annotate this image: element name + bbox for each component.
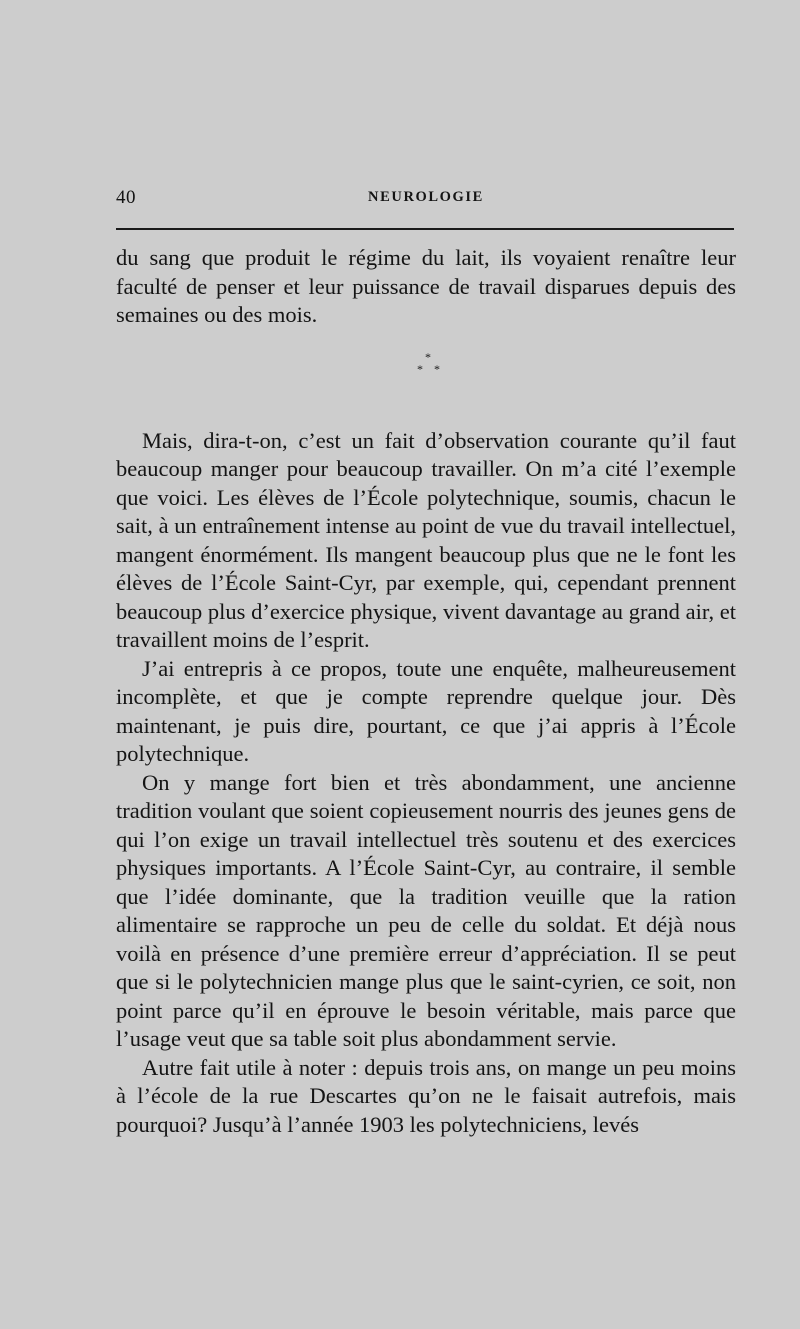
paragraph-2: Mais, dira-t-on, c’est un fait d’observation courante qu’il faut beaucoup manger pour beaucoup travailler. On m’a cité l’exemple que voici. Les élèves de l’École polytechnique, soumis, chacun le sait, à un entraînement intense au point de vue du travail intellectuel, mangent énormément. Ils mangent beaucoup plus que ne le font les élèves de l’École Saint-Cyr, par exemple, qui, cependant prennent beaucoup plus d’exercice physique, vivent davantage au grand air, et travaillent moins de l’esprit. [116, 427, 736, 652]
asterisk-right: * [434, 361, 440, 376]
page-header [116, 187, 736, 213]
paragraph-4: On y mange fort bien et très abondamment, une ancienne tradition voulant que soient copieusement nourris des jeunes gens de qui l’on exige un travail intellectuel très soutenu et des exercices physiques importants. A l’École Saint-Cyr, au contraire, il semble que l’idée dominante, que la tradition veuille que la ration alimentaire se rapproche un peu de celle du soldat. Et déjà nous voilà en présence d’une première erreur d’appréciation. Il se peut que si le polytechnicien mange plus que le saint-cyrien, ce soit, non point parce qu’il en éprouve le besoin véritable, mais parce que l’usage veut que sa table soit plus abondamment servie. [116, 769, 736, 1051]
paragraph-1: du sang que produit le régime du lait, ils voyaient renaître leur faculté de penser et leur puissance de travail disparues depuis des semaines ou des mois. [116, 245, 736, 327]
page-number: 40 [116, 187, 136, 208]
header-rule [116, 228, 734, 230]
asterisk-left: * [417, 361, 423, 376]
body-text [116, 244, 736, 1139]
section-break-asterism [116, 330, 736, 413]
spacer [116, 413, 736, 427]
asterisk-top: * [425, 349, 431, 364]
paragraph-3: J’ai entrepris à ce propos, toute une enquête, malheureusement incomplète, et que je compte reprendre quelque jour. Dès maintenant, je puis dire, pourtant, ce que j’ai appris à l’École polytechnique. [116, 655, 736, 766]
running-title: NEUROLOGIE [368, 189, 484, 205]
paragraph-5: Autre fait utile à noter : depuis trois ans, on mange un peu moins à l’école de la rue Descartes qu’on ne le faisait autrefois, mais pourquoi? Jusqu’à l’année 1903 les polytechniciens, levés [116, 1054, 736, 1137]
